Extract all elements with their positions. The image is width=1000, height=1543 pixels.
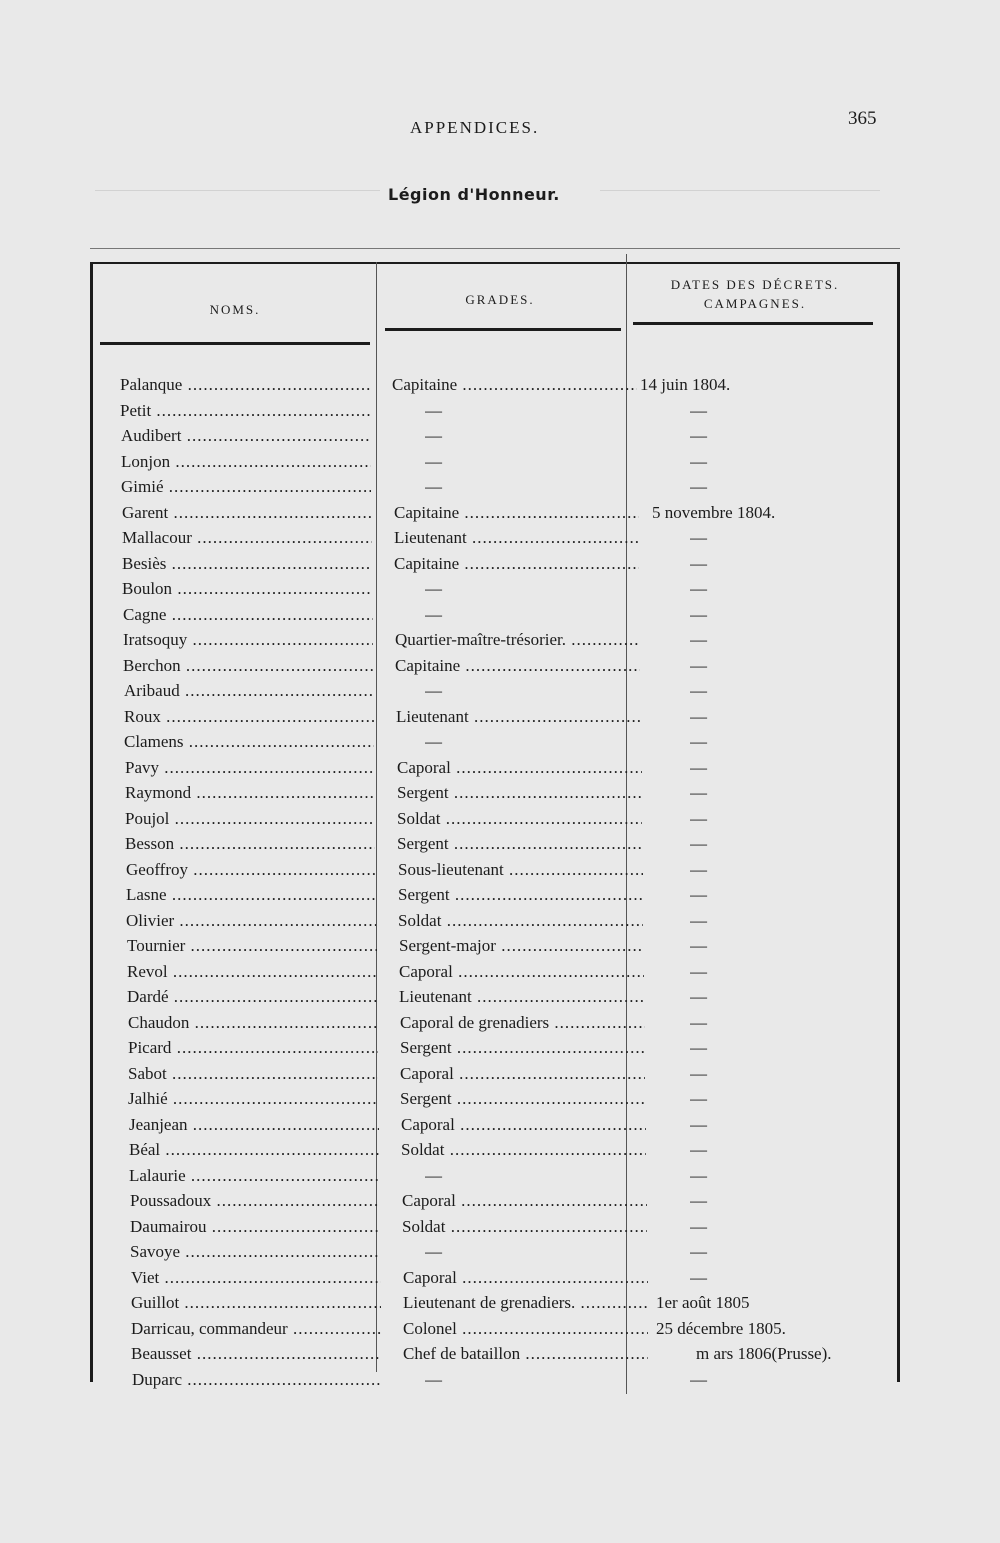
entry-name: Raymond ..... xyxy=(125,780,375,806)
entry-name: Poussadoux ..... xyxy=(130,1188,380,1214)
entry-name: Lalaurie ..... xyxy=(129,1163,379,1189)
entry-date: — xyxy=(690,656,707,675)
entry-grade: Quartier-maître-trésorier. ..... xyxy=(395,627,640,653)
entry-name: Savoye ..... xyxy=(130,1239,380,1265)
entry-name: Poujol ..... xyxy=(125,806,375,832)
entry-date: — xyxy=(690,1191,707,1210)
entry-name: Viet ..... xyxy=(131,1265,381,1291)
entry-date: — xyxy=(690,1064,707,1083)
entry-grade: — xyxy=(425,452,442,471)
table-row xyxy=(0,755,1000,781)
running-title: APPENDICES. xyxy=(410,118,540,137)
column-header-dates xyxy=(645,275,865,313)
entry-grade: Caporal ..... xyxy=(402,1188,647,1214)
entry-date: — xyxy=(690,1013,707,1032)
entry-date: — xyxy=(690,401,707,420)
entry-date: — xyxy=(690,758,707,777)
entry-grade: Caporal ..... xyxy=(399,959,644,985)
entry-grade: Lieutenant ..... xyxy=(399,984,644,1010)
entry-name: Guillot ..... xyxy=(131,1290,381,1316)
table-row xyxy=(0,423,1000,449)
entry-grade: Capitaine ..... xyxy=(394,551,639,577)
entry-name: Pavy ..... xyxy=(125,755,375,781)
entry-date: — xyxy=(690,605,707,624)
table-row xyxy=(0,1163,1000,1189)
entry-name: Petit ..... xyxy=(120,398,370,424)
entry-name: Duparc ..... xyxy=(132,1367,382,1393)
entry-date: — xyxy=(690,1268,707,1287)
entry-name: Tournier ..... xyxy=(127,933,377,959)
entry-grade: — xyxy=(425,681,442,700)
entry-date: — xyxy=(690,1089,707,1108)
entry-grade: — xyxy=(425,1370,442,1389)
entry-grade: Sergent ..... xyxy=(397,780,642,806)
entry-name: Daumairou ..... xyxy=(130,1214,380,1240)
table-top-rule xyxy=(90,262,900,264)
table-row xyxy=(0,551,1000,577)
entry-date: — xyxy=(690,936,707,955)
entry-name: Audibert ..... xyxy=(121,423,371,449)
entry-name: Béal ..... xyxy=(129,1137,379,1163)
table-row xyxy=(0,1010,1000,1036)
entry-date: — xyxy=(690,630,707,649)
entry-date: — xyxy=(690,528,707,547)
table-row xyxy=(0,1137,1000,1163)
entry-name: Lasne ..... xyxy=(126,882,376,908)
entry-name: Roux ..... xyxy=(124,704,374,730)
table-row xyxy=(0,627,1000,653)
column-header-dates-line2: CAMPAGNES. xyxy=(703,296,807,311)
entry-name: Darricau, commandeur ..... xyxy=(131,1316,381,1342)
entry-grade: Soldat ..... xyxy=(397,806,642,832)
entry-date: — xyxy=(690,732,707,751)
entry-date: — xyxy=(690,452,707,471)
table-row xyxy=(0,908,1000,934)
entry-date: — xyxy=(690,860,707,879)
table-row xyxy=(0,959,1000,985)
entry-grade: Soldat ..... xyxy=(401,1137,646,1163)
entry-name: Mallacour ..... xyxy=(122,525,372,551)
entry-date: — xyxy=(690,1242,707,1261)
entry-grade: Sergent ..... xyxy=(397,831,642,857)
entry-grade: Caporal de grenadiers ..... xyxy=(400,1010,645,1036)
section-title: Légion d'Honneur. xyxy=(388,185,560,204)
entry-grade: Soldat ..... xyxy=(402,1214,647,1240)
entry-name: Dardé ..... xyxy=(127,984,377,1010)
entry-date: m ars 1806(Prusse). xyxy=(696,1344,832,1363)
table-row xyxy=(0,1214,1000,1240)
table-row xyxy=(0,678,1000,704)
table-row xyxy=(0,1367,1000,1393)
entry-grade: Caporal ..... xyxy=(401,1112,646,1138)
entry-grade: — xyxy=(425,401,442,420)
entry-grade: — xyxy=(425,579,442,598)
entry-date: 5 novembre 1804. xyxy=(652,503,776,522)
table-row xyxy=(0,933,1000,959)
running-head xyxy=(0,108,1000,142)
table-row xyxy=(0,372,1000,398)
entry-grade: Sergent-major ..... xyxy=(399,933,644,959)
bleed-through-line xyxy=(95,190,380,191)
entry-date: — xyxy=(690,1140,707,1159)
entry-name: Cagne ..... xyxy=(123,602,373,628)
entry-grade: — xyxy=(425,732,442,751)
table-row xyxy=(0,1290,1000,1316)
entry-date: — xyxy=(690,987,707,1006)
table-row xyxy=(0,729,1000,755)
entry-date: 1er août 1805 xyxy=(656,1293,750,1312)
entry-name: Besiès ..... xyxy=(122,551,372,577)
entry-date: 25 décembre 1805. xyxy=(656,1319,786,1338)
entry-date: — xyxy=(690,1115,707,1134)
entry-name: Olivier ..... xyxy=(126,908,376,934)
entry-grade: Lieutenant ..... xyxy=(394,525,639,551)
entry-date: — xyxy=(690,554,707,573)
entry-grade: Colonel ..... xyxy=(403,1316,648,1342)
entry-date: — xyxy=(690,783,707,802)
entry-grade: Lieutenant de grenadiers. ..... xyxy=(403,1290,648,1316)
entry-name: Aribaud ..... xyxy=(124,678,374,704)
entry-grade: Capitaine ..... xyxy=(395,653,640,679)
entry-date: — xyxy=(690,1038,707,1057)
entry-name: Geoffroy ..... xyxy=(126,857,376,883)
table-row xyxy=(0,576,1000,602)
entry-name: Besson ..... xyxy=(125,831,375,857)
table-row xyxy=(0,1112,1000,1138)
table-row xyxy=(0,831,1000,857)
table-row xyxy=(0,1265,1000,1291)
table-row xyxy=(0,1061,1000,1087)
entry-date: — xyxy=(690,809,707,828)
entry-date: — xyxy=(690,1370,707,1389)
entry-date: — xyxy=(690,911,707,930)
entry-date: 14 juin 1804. xyxy=(640,375,731,394)
table-row xyxy=(0,984,1000,1010)
entry-name: Garent ..... xyxy=(122,500,372,526)
entry-grade: — xyxy=(425,1242,442,1261)
table-row xyxy=(0,602,1000,628)
entry-date: — xyxy=(690,962,707,981)
header-rule xyxy=(633,322,873,325)
table-row xyxy=(0,1188,1000,1214)
table-row xyxy=(0,449,1000,475)
bleed-through-line xyxy=(600,190,880,191)
table-row xyxy=(0,1035,1000,1061)
entry-date: — xyxy=(690,885,707,904)
table-row xyxy=(0,474,1000,500)
entry-grade: Sous-lieutenant ..... xyxy=(398,857,643,883)
entry-name: Gimié ..... xyxy=(121,474,371,500)
entry-grade: Caporal ..... xyxy=(403,1265,648,1291)
table-row xyxy=(0,1316,1000,1342)
entry-date: — xyxy=(690,834,707,853)
header-rule xyxy=(100,342,370,345)
table-row xyxy=(0,806,1000,832)
table-row xyxy=(0,704,1000,730)
entry-date: — xyxy=(690,681,707,700)
entry-grade: — xyxy=(425,605,442,624)
entry-grade: — xyxy=(425,426,442,445)
table-row xyxy=(0,653,1000,679)
entry-grade: Caporal ..... xyxy=(397,755,642,781)
table-row xyxy=(0,500,1000,526)
entry-name: Beausset ..... xyxy=(131,1341,381,1367)
entry-name: Palanque ..... xyxy=(120,372,370,398)
entry-grade: Chef de bataillon ..... xyxy=(403,1341,648,1367)
entry-name: Revol ..... xyxy=(127,959,377,985)
column-header-names: NOMS. xyxy=(209,302,261,317)
entry-name: Berchon ..... xyxy=(123,653,373,679)
entry-name: Boulon ..... xyxy=(122,576,372,602)
entry-grade: Soldat ..... xyxy=(398,908,643,934)
entry-name: Jeanjean ..... xyxy=(129,1112,379,1138)
header-rule xyxy=(385,328,621,331)
table-top-hairline xyxy=(90,248,900,249)
entry-grade: Caporal ..... xyxy=(400,1061,645,1087)
entry-date: — xyxy=(690,1166,707,1185)
table-row xyxy=(0,1239,1000,1265)
entry-name: Lonjon ..... xyxy=(121,449,371,475)
entry-name: Chaudon ..... xyxy=(128,1010,378,1036)
entry-name: Jalhié ..... xyxy=(128,1086,378,1112)
entry-grade: Sergent ..... xyxy=(400,1035,645,1061)
column-header-grades: GRADES. xyxy=(465,292,535,307)
entry-grade: — xyxy=(425,1166,442,1185)
page-number: 365 xyxy=(848,108,877,129)
table-row xyxy=(0,1086,1000,1112)
entry-grade: Sergent ..... xyxy=(400,1086,645,1112)
table-row xyxy=(0,525,1000,551)
entry-date: — xyxy=(690,426,707,445)
table-row xyxy=(0,1341,1000,1367)
entry-name: Picard ..... xyxy=(128,1035,378,1061)
entry-grade: Sergent ..... xyxy=(398,882,643,908)
entry-date: — xyxy=(690,477,707,496)
entry-grade: Capitaine ..... xyxy=(394,500,639,526)
entry-name: Sabot ..... xyxy=(128,1061,378,1087)
table-row xyxy=(0,857,1000,883)
entry-grade: Lieutenant ..... xyxy=(396,704,641,730)
entry-name: Clamens ..... xyxy=(124,729,374,755)
entry-date: — xyxy=(690,707,707,726)
table-row xyxy=(0,882,1000,908)
table-row xyxy=(0,780,1000,806)
entry-date: — xyxy=(690,579,707,598)
table-row xyxy=(0,398,1000,424)
entry-name: Iratsoquy ..... xyxy=(123,627,373,653)
entry-date: — xyxy=(690,1217,707,1236)
entry-grade: Capitaine ..... xyxy=(392,372,637,398)
column-header-dates-line1: DATES DES DÉCRETS. xyxy=(670,277,840,292)
entry-grade: — xyxy=(425,477,442,496)
